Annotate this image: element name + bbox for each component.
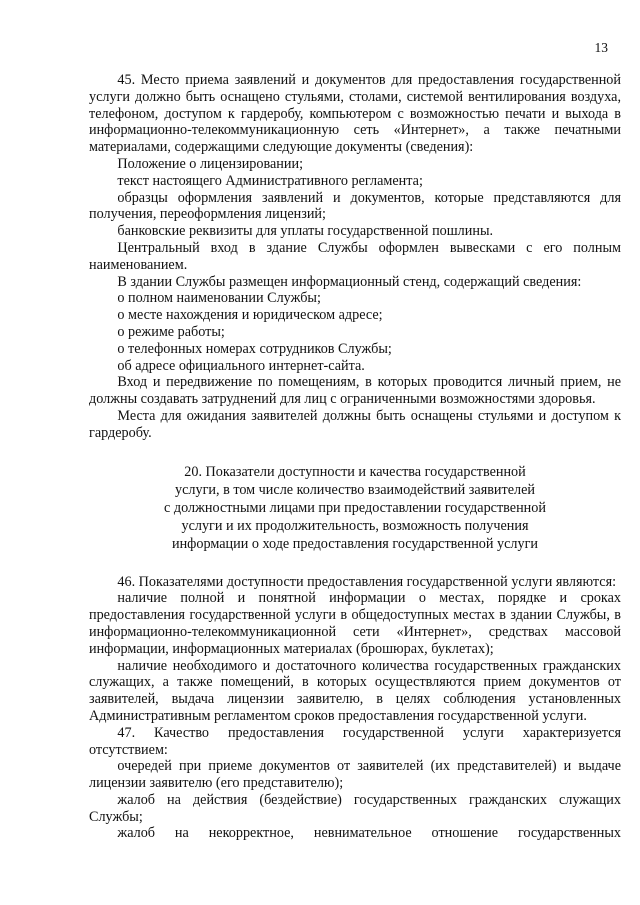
document-body xyxy=(89,72,621,842)
list-item: о месте нахождения и юридическом адресе; xyxy=(117,307,383,324)
paragraph-access: Вход и передвижение по помещениям, в которых проводится личный прием, не должны создавать затруднений для лиц с ограниченными возможностями здоровья. xyxy=(89,374,621,408)
paragraph-entrance: Центральный вход в здание Службы оформлен вывесками с его полным наименованием. xyxy=(89,239,621,273)
list-item: жалоб на действия (бездействие) государственных гражданских служащих Службы; xyxy=(89,791,621,825)
paragraph-waiting: Места для ожидания заявителей должны быть оснащены стульями и доступом к гардеробу. xyxy=(89,407,621,441)
paragraph-46: 46. Показателями доступности предоставления государственной услуги являются: xyxy=(117,573,617,590)
list-item: очередей при приеме документов от заявителей (их представителей) и выдаче лицензии заявителю (его представителю); xyxy=(89,758,621,792)
list-item: о полном наименовании Службы; xyxy=(117,290,321,307)
page-number: 13 xyxy=(594,40,608,55)
list-item: Положение о лицензировании; xyxy=(117,155,304,172)
paragraph-stand-intro: В здании Службы размещен информационный стенд, содержащий сведения: xyxy=(117,273,582,290)
heading-line: с должностными лицами при предоставлении государственной xyxy=(164,499,546,516)
list-item: жалоб на некорректное, невнимательное отношение государственных xyxy=(117,825,621,842)
heading-line: 20. Показатели доступности и качества государственной xyxy=(184,463,526,480)
section-heading-20 xyxy=(89,463,621,553)
list-item: образцы оформления заявлений и документов, которые представляются для получения, переоформления лицензий; xyxy=(89,189,621,223)
list-item: о телефонных номерах сотрудников Службы; xyxy=(117,340,392,357)
list-item: наличие необходимого и достаточного количества государственных гражданских служащих, а также помещений, в которых осуществляются прием документов от заявителей, выдача лицензии заявителю, в целях соблюдения установленных Административным регламентом сроков предоставления государственной услуги. xyxy=(89,657,621,724)
paragraph-45: 45. Место приема заявлений и документов для предоставления государственной услуги должно быть оснащено стульями, столами, системой вентилирования воздуха, телефоном, доступом к гардеробу, компьютером с возможностью печати и выхода в информационно-телекоммуникационную сеть «Интернет», а также печатными материалами, содержащими следующие документы (сведения): xyxy=(89,72,621,156)
list-item: об адресе официального интернет-сайта. xyxy=(117,357,365,374)
list-item: о режиме работы; xyxy=(117,323,225,340)
list-item: банковские реквизиты для уплаты государственной пошлины. xyxy=(117,223,494,240)
list-item: текст настоящего Административного регламента; xyxy=(117,172,423,189)
list-item: наличие полной и понятной информации о местах, порядке и сроках предоставления государственной услуги в общедоступных местах в здании Службы, в информационно-телекоммуникационной сети «Интернет», средствах массовой информации, информационных материалах (брошюрах, буклетах); xyxy=(89,590,621,657)
heading-line: услуги, в том числе количество взаимодействий заявителей xyxy=(175,481,535,498)
heading-line: услуги и их продолжительность, возможность получения xyxy=(181,517,529,534)
heading-line: информации о ходе предоставления государственной услуги xyxy=(171,535,538,552)
paragraph-47: 47. Качество предоставления государственной услуги характеризуется отсутствием: xyxy=(89,724,621,758)
